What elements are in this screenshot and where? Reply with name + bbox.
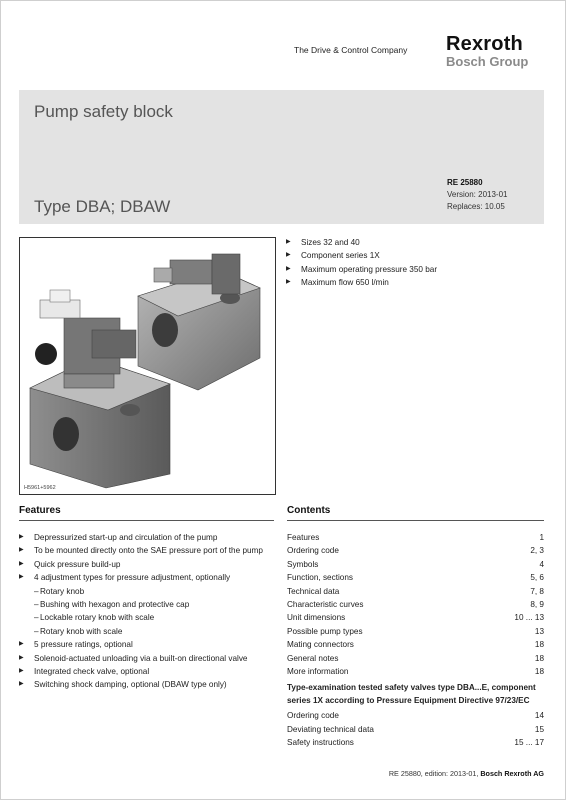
toc-page: 8, 9 bbox=[530, 599, 544, 609]
key-data-item: ▶ Sizes 32 and 40 bbox=[286, 236, 437, 249]
valve-illustration bbox=[20, 238, 275, 494]
doc-version: Version: 2013-01 bbox=[447, 190, 508, 199]
product-photo bbox=[19, 237, 276, 495]
feature-item: ▶ Switching shock damping, optional (DBAW type only) bbox=[19, 678, 274, 691]
footer-company: Bosch Rexroth AG bbox=[480, 769, 544, 778]
document-meta bbox=[447, 177, 508, 213]
toc-label: Mating connectors bbox=[287, 640, 354, 650]
toc-page: 1 bbox=[539, 533, 544, 542]
footer-edition: RE 25880, edition: 2013-01, bbox=[388, 769, 479, 778]
toc-label: Ordering code bbox=[287, 711, 339, 721]
contents-rule bbox=[287, 520, 544, 521]
toc-page: 18 bbox=[534, 666, 544, 676]
key-data-item: ▶ Maximum operating pressure 350 bar bbox=[286, 263, 437, 276]
key-data-item: ▶ Component series 1X bbox=[286, 249, 437, 262]
logo-sub-text: Bosch Group bbox=[446, 54, 529, 69]
feature-subitem: – Lockable rotary knob with scale bbox=[19, 611, 274, 624]
toc-page: 4 bbox=[539, 559, 544, 569]
toc-row[interactable] bbox=[287, 665, 544, 678]
toc-label: Technical data bbox=[287, 586, 340, 596]
feature-item: ▶ 5 pressure ratings, optional bbox=[19, 638, 274, 651]
toc-label: Function, sections bbox=[287, 573, 353, 583]
toc-label: Deviating technical data bbox=[287, 724, 374, 734]
toc-label: More information bbox=[287, 666, 349, 676]
toc-label: Unit dimensions bbox=[287, 613, 346, 623]
toc-label: Characteristic curves bbox=[287, 599, 364, 609]
toc-label: Possible pump types bbox=[287, 626, 363, 636]
title-block bbox=[19, 90, 544, 224]
toc-page: 13 bbox=[534, 626, 544, 636]
toc-row[interactable] bbox=[287, 571, 544, 584]
feature-item: ▶ Quick pressure build-up bbox=[19, 558, 274, 571]
toc-page: 10 ... 13 bbox=[514, 613, 544, 623]
features-list bbox=[19, 531, 274, 692]
table-of-contents bbox=[287, 531, 544, 749]
toc-page: 7, 8 bbox=[530, 586, 544, 596]
contents-heading: Contents bbox=[287, 505, 331, 516]
toc-page: 14 bbox=[534, 711, 544, 721]
doc-replaces: Replaces: 10.05 bbox=[447, 202, 505, 211]
toc-row[interactable] bbox=[287, 736, 544, 749]
features-rule bbox=[19, 520, 274, 521]
toc-label: General notes bbox=[287, 653, 339, 663]
toc-row[interactable] bbox=[287, 723, 544, 736]
feature-item: ▶ To be mounted directly onto the SAE pressure port of the pump bbox=[19, 544, 274, 557]
feature-item: ▶ Depressurized start-up and circulation of the pump bbox=[19, 531, 274, 544]
toc-label: Safety instructions bbox=[287, 738, 354, 748]
toc-row[interactable] bbox=[287, 585, 544, 598]
rexroth-logo bbox=[446, 34, 528, 69]
toc-page: 2, 3 bbox=[530, 546, 544, 556]
feature-item: ▶ Integrated check valve, optional bbox=[19, 665, 274, 678]
key-data-item: ▶ Maximum flow 650 l/min bbox=[286, 276, 437, 289]
page-footer bbox=[389, 769, 544, 778]
feature-subitem: – Rotary knob bbox=[19, 585, 274, 598]
toc-row[interactable] bbox=[287, 625, 544, 638]
document-title: Pump safety block bbox=[34, 102, 173, 121]
toc-page: 5, 6 bbox=[530, 573, 544, 583]
toc-subheading: Type-examination tested safety valves type DBA...E, component series 1X according to Pressure Equipment Directive 97/23/EC bbox=[287, 683, 536, 705]
toc-page: 15 bbox=[534, 724, 544, 734]
toc-row[interactable] bbox=[287, 544, 544, 557]
doc-number: RE 25880 bbox=[447, 178, 483, 187]
toc-page: 18 bbox=[534, 640, 544, 650]
toc-row[interactable] bbox=[287, 611, 544, 624]
logo-main-text: Rexroth bbox=[446, 33, 523, 55]
feature-item: ▶ 4 adjustment types for pressure adjustment, optionally bbox=[19, 571, 274, 584]
feature-item: ▶ Solenoid-actuated unloading via a built-on directional valve bbox=[19, 652, 274, 665]
company-tagline: The Drive & Control Company bbox=[294, 45, 408, 55]
toc-page: 15 ... 17 bbox=[514, 738, 544, 748]
toc-label: Ordering code bbox=[287, 546, 339, 556]
toc-label: Symbols bbox=[287, 559, 319, 569]
toc-row[interactable] bbox=[287, 638, 544, 651]
feature-subitem: – Bushing with hexagon and protective cap bbox=[19, 598, 274, 611]
toc-row[interactable] bbox=[287, 558, 544, 571]
feature-subitem: – Rotary knob with scale bbox=[19, 625, 274, 638]
toc-row[interactable] bbox=[287, 598, 544, 611]
photo-id-label: H5961+5962 bbox=[24, 485, 56, 491]
toc-row[interactable] bbox=[287, 531, 544, 544]
document-type: Type DBA; DBAW bbox=[34, 197, 171, 216]
features-heading: Features bbox=[19, 505, 61, 516]
toc-row[interactable] bbox=[287, 652, 544, 665]
key-data-list bbox=[286, 236, 437, 290]
toc-page: 18 bbox=[534, 653, 544, 663]
toc-label: Features bbox=[287, 533, 320, 542]
toc-row[interactable] bbox=[287, 709, 544, 722]
